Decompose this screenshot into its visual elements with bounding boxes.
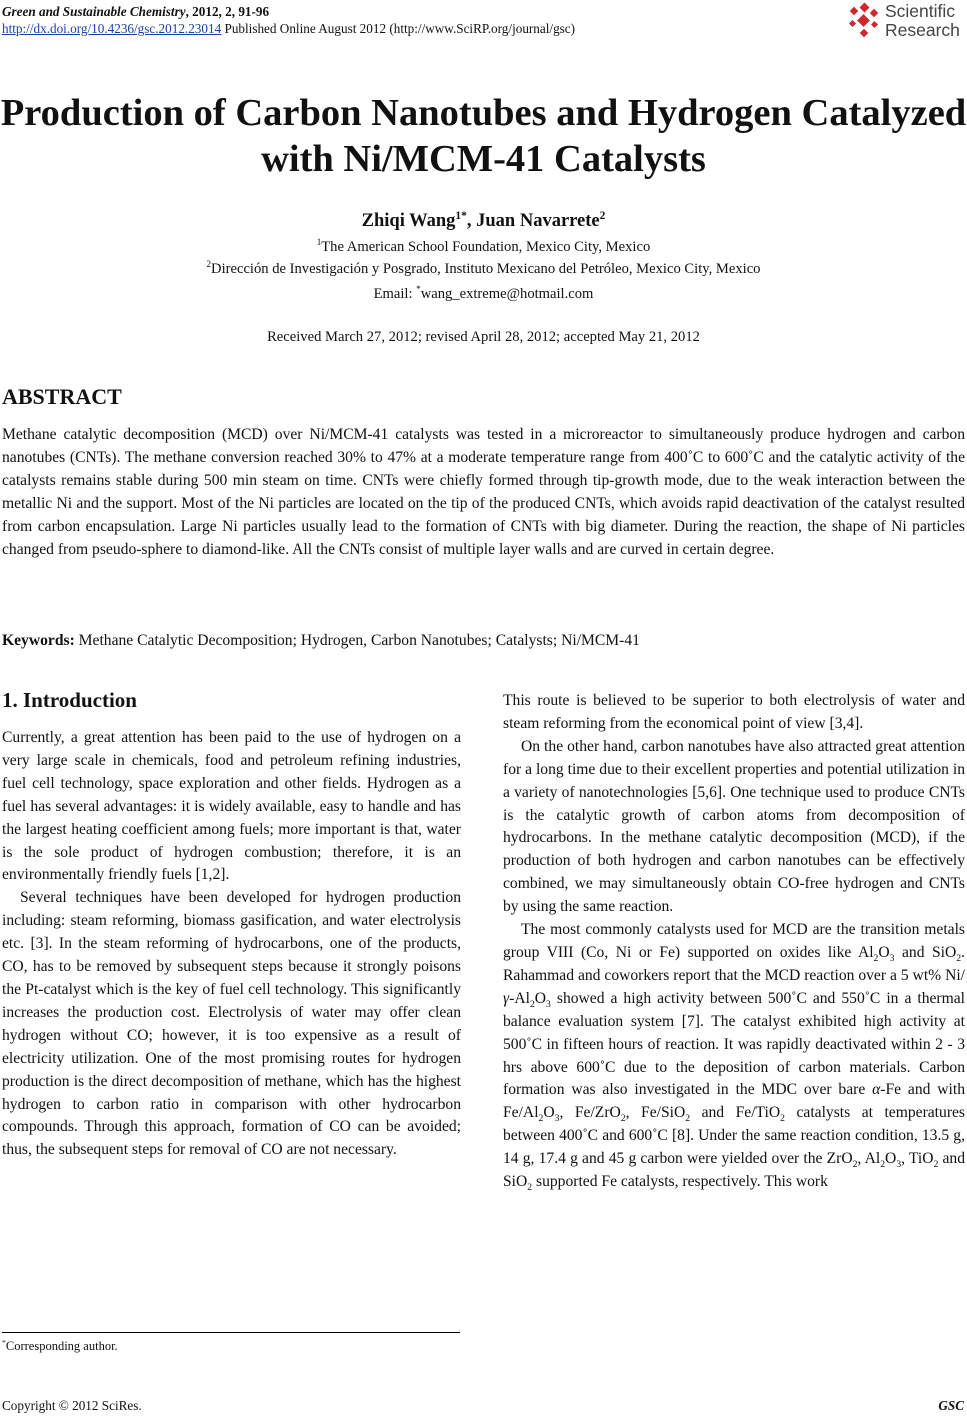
- author-1: Zhiqi Wang: [361, 211, 456, 231]
- email-label: Email:: [373, 286, 417, 302]
- footnote: [2, 1338, 118, 1354]
- email-address[interactable]: wang_extreme@hotmail.com: [420, 286, 594, 302]
- footnote-sup: *: [2, 1337, 6, 1347]
- title-line2: with Ni/MCM-41 Catalysts: [261, 138, 706, 180]
- affil-1-sup: 1: [316, 237, 322, 248]
- logo-line1: Scientific: [885, 1, 956, 21]
- copyright: Copyright © 2012 SciRes.: [2, 1398, 142, 1413]
- abstract-heading: ABSTRACT: [2, 384, 122, 409]
- abstract-body: [2, 424, 965, 561]
- journal-abbreviation: GSC: [938, 1398, 964, 1413]
- doi-link[interactable]: http://dx.doi.org/10.4236/gsc.2012.23014: [2, 21, 222, 36]
- email-line: [0, 285, 967, 303]
- intro-paragraph-4: On the other hand, carbon nanotubes have also attracted great attention for a long time due to their excellent properties and potential utilization in a variety of nanotechnologies [5,6]. One technique used to produce CNTs is the catalytic growth of carbon atoms from decomposition of hydrocarbons. In the methane catalytic decomposition (MCD), if the production of both hydrogen and carbon nanotubes can be effectively combined, we may simultaneously obtain CO-free hydrogen and CNTs by using the same reaction.: [503, 737, 965, 916]
- email-sup: *: [416, 284, 421, 295]
- affiliation-1: [0, 238, 967, 256]
- keywords: [2, 630, 965, 653]
- author-list: [0, 210, 967, 232]
- intro-paragraph-1: Currently, a great attention has been paid to the use of hydrogen on a very large scale in chemicals, food and petroleum refining industries, fuel cell technology, space exploration and other fields. Hydrogen as a fuel has several advantages: it is widely available, easy to handle and has the largest heating coefficient among fuels; more important is that, water is the sole product of hydrogen combustion; therefore, it is an environmentally friendly fuels [1,2].: [2, 729, 461, 884]
- intro-paragraph-5: The most commonly catalysts used for MCD are the transition metals group VIII (Co, Ni or Fe) supported on oxides like $Al_2O_3$ and SiO$_2$. Rahammad and coworkers report that the MCD reaction over a 5 wt% $Ni/\gamma-Al_2O_3$ showed a high activity between 500˚C and 550˚C in a thermal balance evaluation system [7]. The catalyst exhibited high activity at 500˚C in fifteen hours of reaction. It was rapidly deactivated within 2 - 3 hrs above 600˚C due to the deposition of carbon materials. Carbon formation was also investigated in the MDC over bare α-Fe and with $Fe/Al_2O_3$, Fe/ZrO$_2$, Fe/SiO$_2$ and Fe/TiO$_2$ catalysts at temperatures between 400˚C and 600˚C [8]. Under the same reaction condition, 13.5 g, 14 g, 17.4 g and 45 g carbon were yielded over the ZrO$_2$, $Al_2O_3$, TiO$_2$ and SiO$_2$ supported Fe catalysts, respectively. This work: [503, 921, 966, 1194]
- intro-paragraph-2: Several techniques have been developed for hydrogen production including: steam reforming, biomass gasification, and water electrolysis etc. [3]. In the steam reforming of hydrocarbons, one of the products, CO, has to be removed by subsequent steps because it strongly poisons the Pt-catalyst which is the key of fuel cell technology. This significantly increases the production cost. Electrolysis of water may offer clean hydrogen without CO; however, it is too expensive as a result of electricity utilization. One of the most promising routes for hydrogen production is the direct decomposition of methane, which has the highest hydrogen to carbon ratio in comparison with other hydrocarbon compounds. Through this approach, formation of CO can be avoided; thus, the subsequent steps for removal of CO are not necessary.: [2, 889, 461, 1159]
- journal-header: [2, 3, 575, 37]
- logo-line2: Research: [885, 20, 960, 40]
- affiliation-2: [0, 260, 967, 278]
- paper-title: [0, 90, 967, 182]
- affil-2-sup: 2: [206, 259, 212, 270]
- logo-mark-icon: [847, 2, 883, 42]
- left-column: [2, 727, 461, 1162]
- author-2-sup: 2: [599, 209, 606, 222]
- title-line1: Production of Carbon Nanotubes and Hydrogen Catalyzed: [0, 92, 967, 134]
- keywords-text: Methane Catalytic Decomposition; Hydrogen, Carbon Nanotubes; Catalysts; Ni/MCM-41: [74, 632, 640, 649]
- footnote-divider: [2, 1332, 460, 1333]
- author-1-sup: 1*: [455, 209, 467, 222]
- author-separator: ,: [466, 211, 477, 231]
- author-2: Juan Navarrete: [476, 211, 600, 231]
- right-column: [503, 690, 965, 1194]
- volume-info: , 2012, 2, 91-96: [185, 4, 270, 19]
- published-info: Published Online August 2012 (http://www.SciRP.org/journal/gsc): [221, 21, 576, 36]
- footnote-text: Corresponding author.: [5, 1339, 118, 1353]
- keywords-label: Keywords:: [2, 632, 75, 649]
- received-dates: Received March 27, 2012; revised April 28, 2012; accepted May 21, 2012: [267, 329, 700, 345]
- affil-2-text: Dirección de Investigación y Posgrado, Instituto Mexicano del Petróleo, Mexico City, Mexico: [211, 261, 761, 277]
- publisher-logo: [847, 0, 965, 44]
- journal-name: Green and Sustainable Chemistry: [2, 4, 186, 19]
- abstract-text: Methane catalytic decomposition (MCD) over Ni/MCM-41 catalysts was tested in a microreactor to simultaneously produce hydrogen and carbon nanotubes (CNTs). The methane conversion reached 30% to 47% at a moderate temperature range from 400˚C to 600˚C and the catalytic activity of the catalysts remains stable during 500 min steam on time. CNTs were chiefly formed through tip-growth mode, due to the weak interaction between the metallic Ni and the support. Most of the Ni particles are located on the tip of the produced CNTs, which avoids rapid deactivation of the catalyst resulted from carbon encapsulation. Large Ni particles usually lead to the formation of CNTs with big diameter. During the reaction, the shape of Ni particles changed from pseudo-sphere to diamond-like. All the CNTs consist of multiple layer walls and are curved in certain degree.: [2, 426, 965, 558]
- logo-text: [885, 2, 960, 40]
- intro-paragraph-3: This route is believed to be superior to both electrolysis of water and steam reforming from the economical point of view [3,4].: [503, 692, 965, 732]
- affil-1-text: The American School Foundation, Mexico City, Mexico: [321, 239, 651, 255]
- section-heading-introduction: 1. Introduction: [2, 688, 137, 712]
